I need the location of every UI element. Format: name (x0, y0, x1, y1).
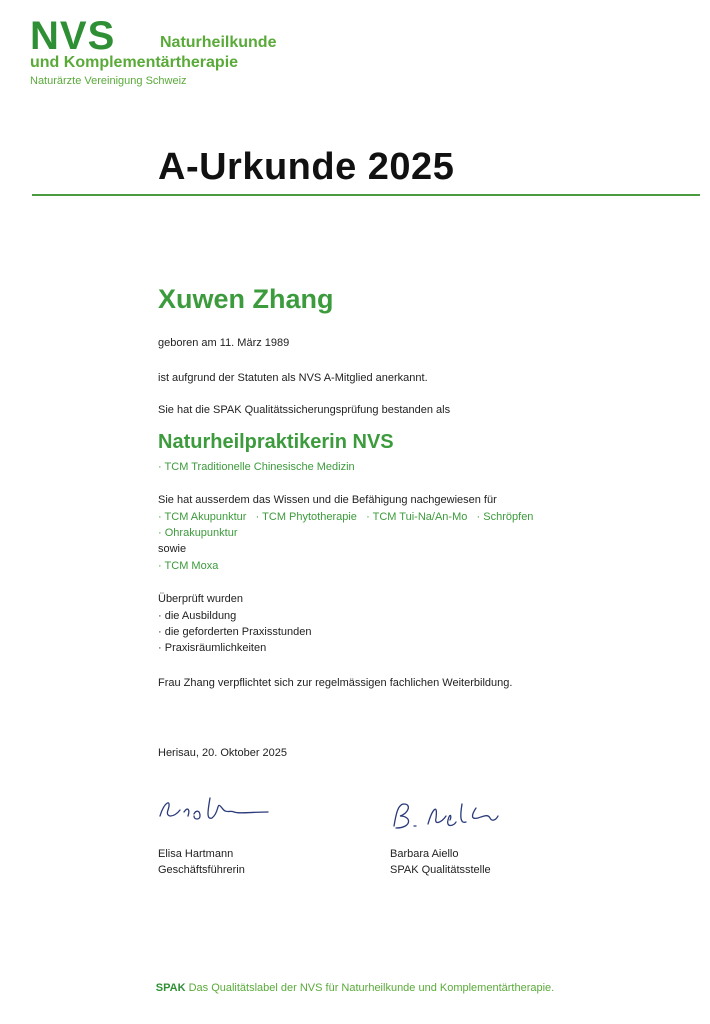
extra-skill: · TCM Moxa (158, 560, 219, 572)
qualification-title: Naturheilpraktikerin NVS (158, 431, 394, 453)
bullet-icon: · (158, 560, 162, 572)
logo-line-2: und Komplementärtherapie (30, 54, 239, 71)
skill-item: TCM Tui-Na/An-Mo (372, 511, 468, 523)
checked-item: · Praxisräumlichkeiten (158, 642, 267, 654)
bullet-icon: · (158, 626, 162, 638)
footer-brand: SPAK (155, 982, 186, 994)
certificate-title: A-Urkunde 2025 (158, 146, 455, 188)
bullet-icon: · (366, 511, 370, 523)
title-divider (32, 194, 700, 196)
skills-intro: Sie hat ausserdem das Wissen und die Befähigung nachgewiesen für (158, 494, 497, 506)
commitment-text: Frau Zhang verpflichtet sich zur regelmässigen fachlichen Weiterbildung. (158, 677, 513, 689)
checked-item: · die Ausbildung (158, 610, 237, 622)
signatory-role: Geschäftsführerin (158, 864, 245, 876)
bullet-icon: · (476, 511, 481, 523)
skills-list (158, 511, 533, 523)
statement-membership: ist aufgrund der Statuten als NVS A-Mitglied anerkannt. (158, 372, 428, 384)
logo-line-1: Naturheilkunde (160, 34, 277, 51)
skill-item-row2 (158, 527, 238, 539)
bullet-icon: · (158, 511, 162, 523)
bullet-icon: · (158, 527, 162, 539)
skill-item: Ohrakupunktur (164, 527, 238, 539)
signature-hartmann (150, 788, 280, 828)
signatory-name: Elisa Hartmann (158, 848, 234, 860)
bullet-icon: · (158, 642, 162, 654)
bullet-icon: · (158, 610, 162, 622)
nvs-logo: NVS (30, 14, 116, 58)
birth-date: geboren am 11. März 1989 (158, 337, 290, 349)
bullet-icon: · (255, 511, 260, 523)
bullet-icon: · (158, 461, 162, 473)
footer-label (0, 982, 710, 994)
skill-item: Schröpfen (483, 511, 534, 523)
footer-text: Das Qualitätslabel der NVS für Naturheilkunde und Komplementärtherapie. (188, 982, 555, 994)
recipient-name: Xuwen Zhang (158, 284, 334, 314)
place-date: Herisau, 20. Oktober 2025 (158, 747, 288, 759)
skill-item: TCM Phytotherapie (262, 511, 357, 523)
skill-item: TCM Akupunktur (164, 511, 247, 523)
signatory-role: SPAK Qualitätsstelle (390, 864, 491, 876)
signatory-name: Barbara Aiello (390, 848, 459, 860)
sowie-label: sowie (158, 543, 187, 555)
statement-exam: Sie hat die SPAK Qualitätssicherungsprüfung bestanden als (158, 404, 451, 416)
checked-heading: Überprüft wurden (158, 593, 243, 605)
logo-line-3: Naturärzte Vereinigung Schweiz (30, 75, 187, 87)
checked-item: · die geforderten Praxisstunden (158, 626, 312, 638)
signature-aiello (384, 796, 524, 836)
qualification-specialty: · TCM Traditionelle Chinesische Medizin (158, 461, 355, 473)
